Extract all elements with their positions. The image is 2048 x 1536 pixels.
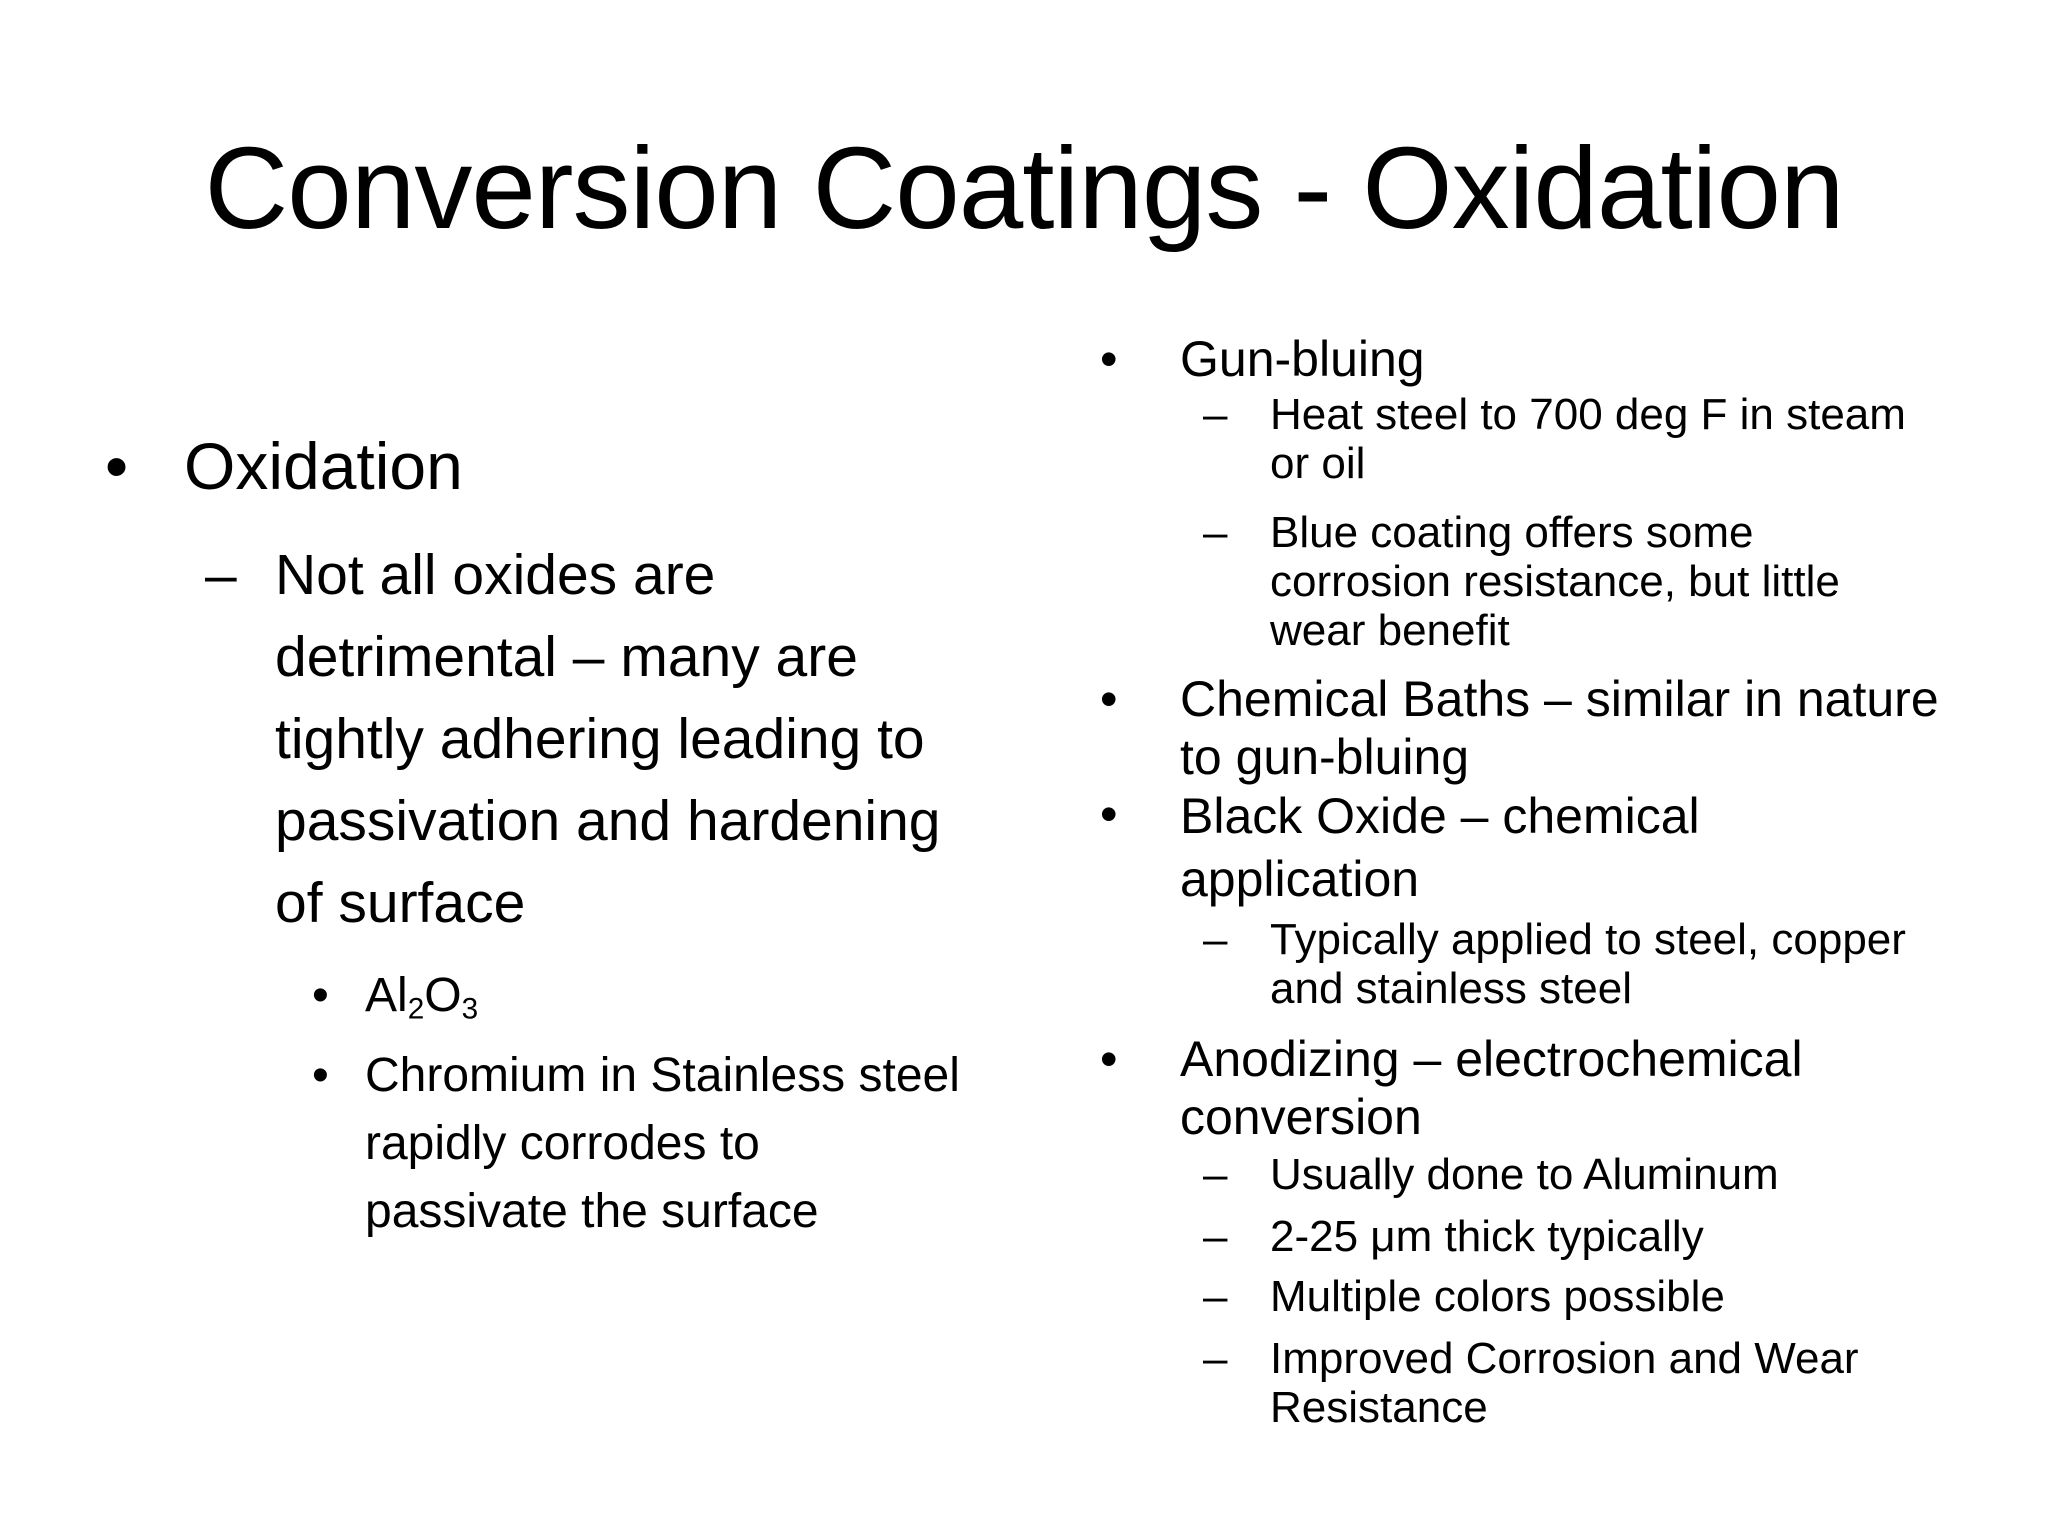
bullet-chemical-baths <box>1180 670 1939 786</box>
text-line: Resistance <box>1270 1383 1488 1432</box>
text-line: application <box>1180 851 1420 907</box>
text-line: passivate the surface <box>365 1185 819 1238</box>
text-line: conversion <box>1180 1089 1422 1145</box>
formula-al2o3: $Al_2O_3$ <box>365 969 479 1026</box>
bullet-marker: • <box>1100 786 1118 842</box>
sub-bullet-aluminum: Usually done to Aluminum <box>1270 1150 1779 1199</box>
dash-marker: – <box>1203 508 1228 557</box>
text-line: Anodizing – electrochemical <box>1180 1031 1803 1087</box>
text-line: Black Oxide – chemical <box>1180 788 1700 844</box>
sub-bullet-typically-applied <box>1270 915 1906 1013</box>
dash-marker: – <box>1203 1150 1228 1199</box>
bullet-marker: • <box>1100 671 1118 727</box>
sub-bullet-heat-steel <box>1270 390 1906 488</box>
slide-title: Conversion Coatings - Oxidation <box>204 123 1844 253</box>
text-line: wear benefit <box>1270 606 1510 655</box>
dash-marker: – <box>1203 1272 1228 1321</box>
sub-bullet-improved-resistance <box>1270 1334 1859 1432</box>
sub-bullet-blue-coating <box>1270 508 1840 655</box>
bullet-marker: • <box>312 1049 329 1102</box>
bullet-chromium-text <box>365 1042 960 1246</box>
text-line: Blue coating offers some <box>1270 508 1754 557</box>
text-line: Chemical Baths – similar in nature <box>1180 671 1939 727</box>
text-line: rapidly corrodes to <box>365 1117 760 1170</box>
text-line: tightly adhering leading to <box>275 707 925 771</box>
text-line: Typically applied to steel, copper <box>1270 915 1906 964</box>
bullet-marker: • <box>1100 331 1118 387</box>
text-line: Improved Corrosion and Wear <box>1270 1334 1859 1383</box>
text-line: or oil <box>1270 439 1366 488</box>
sub-bullet-thickness: 2-25 μm thick typically <box>1270 1212 1704 1261</box>
text-line: and stainless steel <box>1270 964 1632 1013</box>
dash-marker: – <box>1203 1334 1228 1383</box>
bullet-marker: • <box>1100 1031 1118 1087</box>
text-line: corrosion resistance, but little <box>1270 557 1840 606</box>
sub-bullet-colors: Multiple colors possible <box>1270 1272 1725 1321</box>
text-line: Heat steel to 700 deg F in steam <box>1270 390 1906 439</box>
text-line: passivation and hardening <box>275 789 941 853</box>
dash-marker: – <box>1203 1212 1228 1261</box>
text-line: to gun-bluing <box>1180 729 1470 785</box>
bullet-marker: • <box>312 969 329 1022</box>
dash-marker: – <box>1203 915 1228 964</box>
text-line: Chromium in Stainless steel <box>365 1049 960 1102</box>
text-line: detrimental – many are <box>275 625 858 689</box>
bullet-anodizing <box>1180 1030 1803 1146</box>
bullet-oxidation: Oxidation <box>184 429 463 503</box>
text-line: Not all oxides are <box>275 543 716 607</box>
bullet-gun-bluing: Gun-bluing <box>1180 331 1425 387</box>
bullet-black-oxide <box>1180 785 1700 911</box>
dash-marker: – <box>1203 390 1228 439</box>
bullet-marker: • <box>105 429 129 503</box>
sub-bullet-oxides-text <box>275 534 941 944</box>
text-line: of surface <box>275 871 526 935</box>
dash-marker: – <box>205 543 237 607</box>
